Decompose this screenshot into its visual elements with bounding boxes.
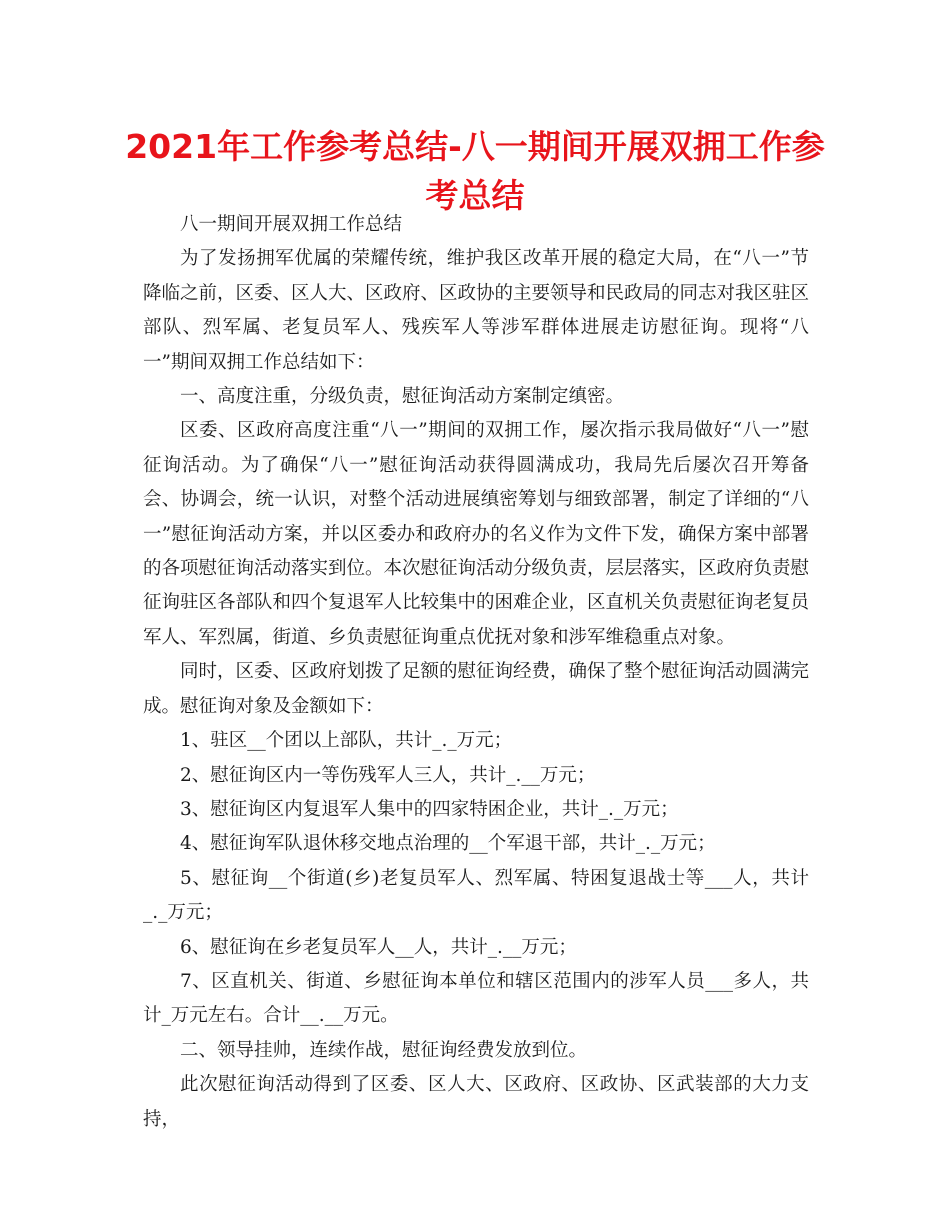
list-item: 4、慰征询军队退休移交地点治理的__个军退干部，共计_._万元； [180, 833, 716, 855]
list-item: 2、慰征询区内一等伤残军人三人，共计_.__万元； [180, 764, 596, 786]
document-title: 2021年工作参考总结-八一期间开展双拥工作参考总结 [125, 127, 825, 215]
list-item: 6、慰征询在乡老复员军人__人，共计_.__万元； [180, 936, 577, 958]
paragraph: 二、领导挂帅，连续作战，慰征询经费发放到位。 [180, 1039, 588, 1061]
list-item: 5、慰征询__个街道(乡)老复员军人、烈军属、特困复退战士等___人，共计_._万元； [143, 867, 809, 924]
list-item: 1、驻区__个团以上部队，共计_._万元； [180, 730, 513, 752]
list-item: 7、区直机关、街道、乡慰征询本单位和辖区范围内的涉军人员___多人，共计_万元左右。合计__.__万元。 [143, 970, 809, 1027]
paragraph: 八一期间开展双拥工作总结 [180, 214, 403, 235]
paragraph: 此次慰征询活动得到了区委、区人大、区政府、区政协、区武装部的大力支持， [143, 1074, 809, 1130]
paragraph: 为了发扬拥军优属的荣耀传统，维护我区改革开展的稳定大局，在“八一”节降临之前，区委、区人大、区政府、区政协的主要领导和民政局的同志对我区驻区部队、烈军属、老复员军人、残疾军人等涉军群体进展走访慰征询。现将“八一”期间双拥工作总结如下： [143, 248, 810, 373]
paragraph: 区委、区政府高度注重“八一”期间的双拥工作，屡次指示我局做好“八一”慰征询活动。为了确保“八一”慰征询活动获得圆满成功，我局先后屡次召开筹备会、协调会，统一认识，对整个活动进展缜密筹划与细致部署，制定了详细的“八一”慰征询活动方案，并以区委办和政府办的名义作为文件下发，确保方案中部署的各项慰征询活动落实到位。本次慰征询活动分级负责，层层落实，区政府负责慰征询驻区各部队和四个复退军人比较集中的困难企业，区直机关负责慰征询老复员军人、军烈属，街道、乡负责慰征询重点优抚对象和涉军维稳重点对象。 [143, 420, 810, 648]
document-body [143, 208, 809, 1137]
paragraph: 同时，区委、区政府划拨了足额的慰征询经费，确保了整个慰征询活动圆满完成。慰征询对象及金额如下： [143, 661, 810, 717]
paragraph: 一、高度注重，分级负责，慰征询活动方案制定缜密。 [180, 386, 625, 408]
list-item: 3、慰征询区内复退军人集中的四家特困企业，共计_._万元； [180, 798, 679, 820]
